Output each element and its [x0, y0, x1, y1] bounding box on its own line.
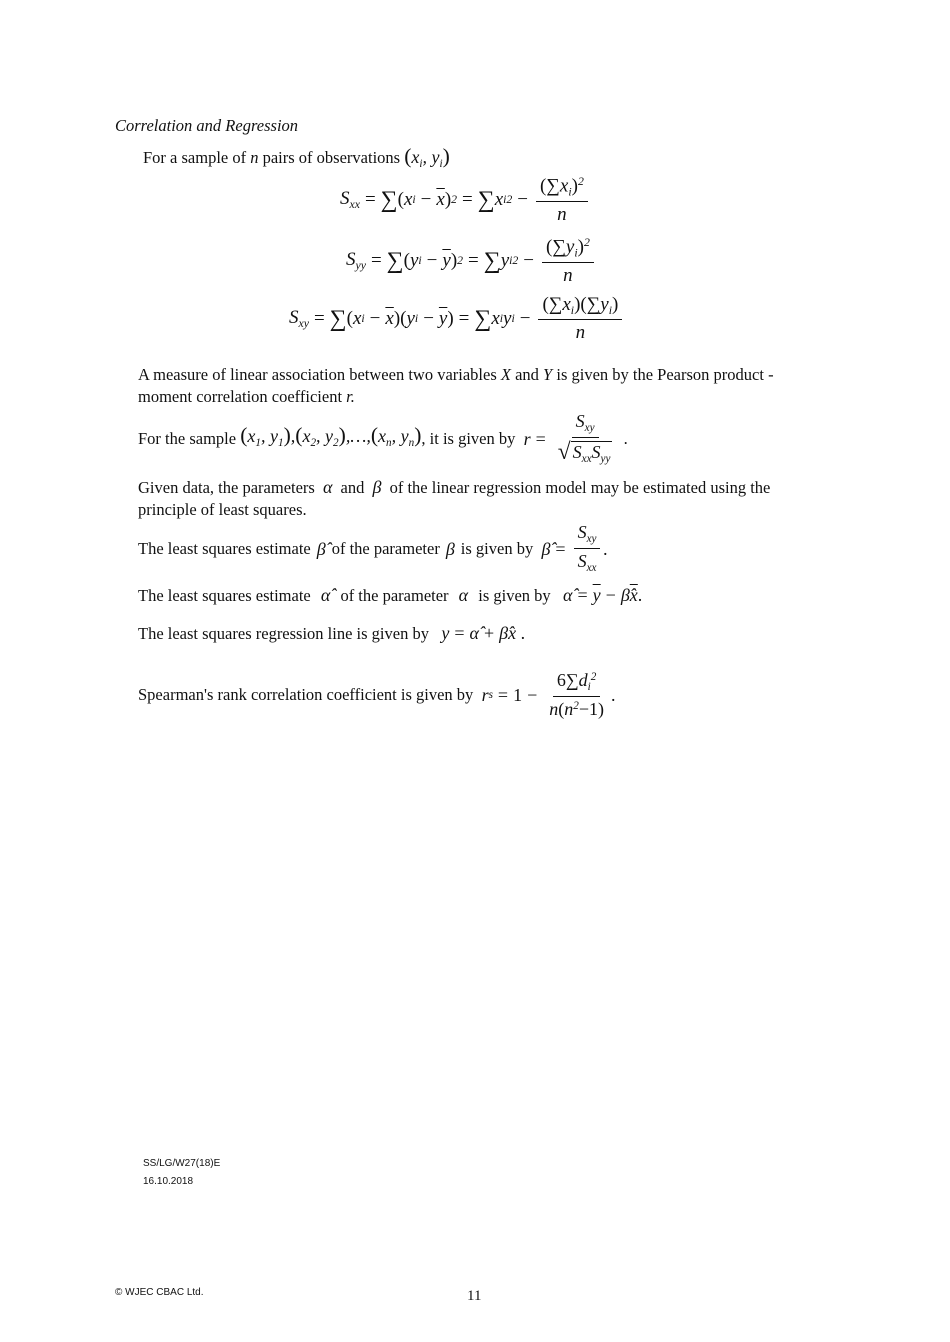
document-date: 16.10.2018 [143, 1176, 194, 1187]
regression-line-formula: y = α̂ + β̂x . [441, 623, 526, 643]
spearman-formula: r s = 1 − $\frac{6\sum d_i^2}{n(n^2-1)}$ . [481, 670, 616, 719]
pearson-description: A measure of linear association between two variables X and Y is given by the Pearson product - moment correlation coefficient r. [138, 365, 774, 406]
alpha-symbol: α [322, 477, 333, 497]
sxx-formula: $S_{xx}$ = ∑ ( x i − $\overline{x}$ ) 2 = ∑ x i 2 − $\frac{(\sum x_i)^2}{n}$ [340, 172, 591, 228]
pearson-formula-line: For the sample ($x_1$, $y_1),(x_2$, $y_2),\dots,(x_n$, $y_n$) , it is given by r = $S_{xy}$ √ $S_{xx}S_{yy}$ . [138, 411, 628, 465]
alpha-hat-symbol: α̂ [320, 585, 331, 605]
alpha-symbol-2: α [458, 585, 469, 605]
pair-notation: ($x_i$, $y_i$) [404, 144, 450, 170]
alpha-estimate-line: The least squares estimate α̂ of the parameter α is given by α̂ = $\overline{y}$ − $\betâ\overline{x}$. [138, 585, 643, 605]
intro-line: For a sample of n pairs of observations ($x_i$, $y_i$) [143, 144, 450, 170]
section-heading: Correlation and Regression [115, 116, 299, 135]
beta-symbol: β [372, 477, 382, 497]
r-formula: r = $S_{xy}$ √ $S_{xx}S_{yy}$ [523, 411, 611, 465]
beta-estimate-line: The least squares estimate β̂ of the parameter β is given by β̂ = $\frac{S_{xy}}{S_{xx}}$ . [138, 522, 608, 574]
sxy-formula: $S_{xy}$ = ∑ ( x i − $\overline{x}$ )( y i − $\overline{y}$ ) = ∑ x i y i − $\frac{(\sum x_i)(\sum y_i)}{n}$ [289, 291, 625, 347]
regression-description: Given data, the parameters α and β of the linear regression model may be estimated using the principle of least squares. [138, 477, 771, 519]
syy-formula: $S_{yy}$ = ∑ ( y i − $\overline{y}$ ) 2 = ∑ y i 2 − $\frac{(\sum y_i)^2}{n}$ [346, 233, 597, 289]
beta-hat-symbol: β̂ [316, 539, 326, 559]
document-code: SS/LG/W27(18)E [143, 1158, 221, 1169]
beta-hat-formula: β̂ = $\frac{S_{xy}}{S_{xx}}$ . [541, 522, 608, 574]
beta-symbol-2: β [445, 539, 455, 559]
sample-notation: ($x_1$, $y_1),(x_2$, $y_2),\dots,(x_n$, $y_n$) [240, 423, 422, 449]
regression-line-sentence: The least squares regression line is given by y = α̂ + β̂x . [138, 623, 526, 643]
page-number: 11 [467, 1288, 482, 1304]
alpha-hat-formula: α̂ = $\overline{y}$ − $\betâ\overline{x}$. [563, 585, 643, 605]
spearman-line: Spearman's rank correlation coefficient is given by r s = 1 − $\frac{6\sum d_i^2}{n(n^2-1)}$ . [138, 670, 616, 719]
copyright-notice: © WJEC CBAC Ltd. [115, 1287, 204, 1298]
